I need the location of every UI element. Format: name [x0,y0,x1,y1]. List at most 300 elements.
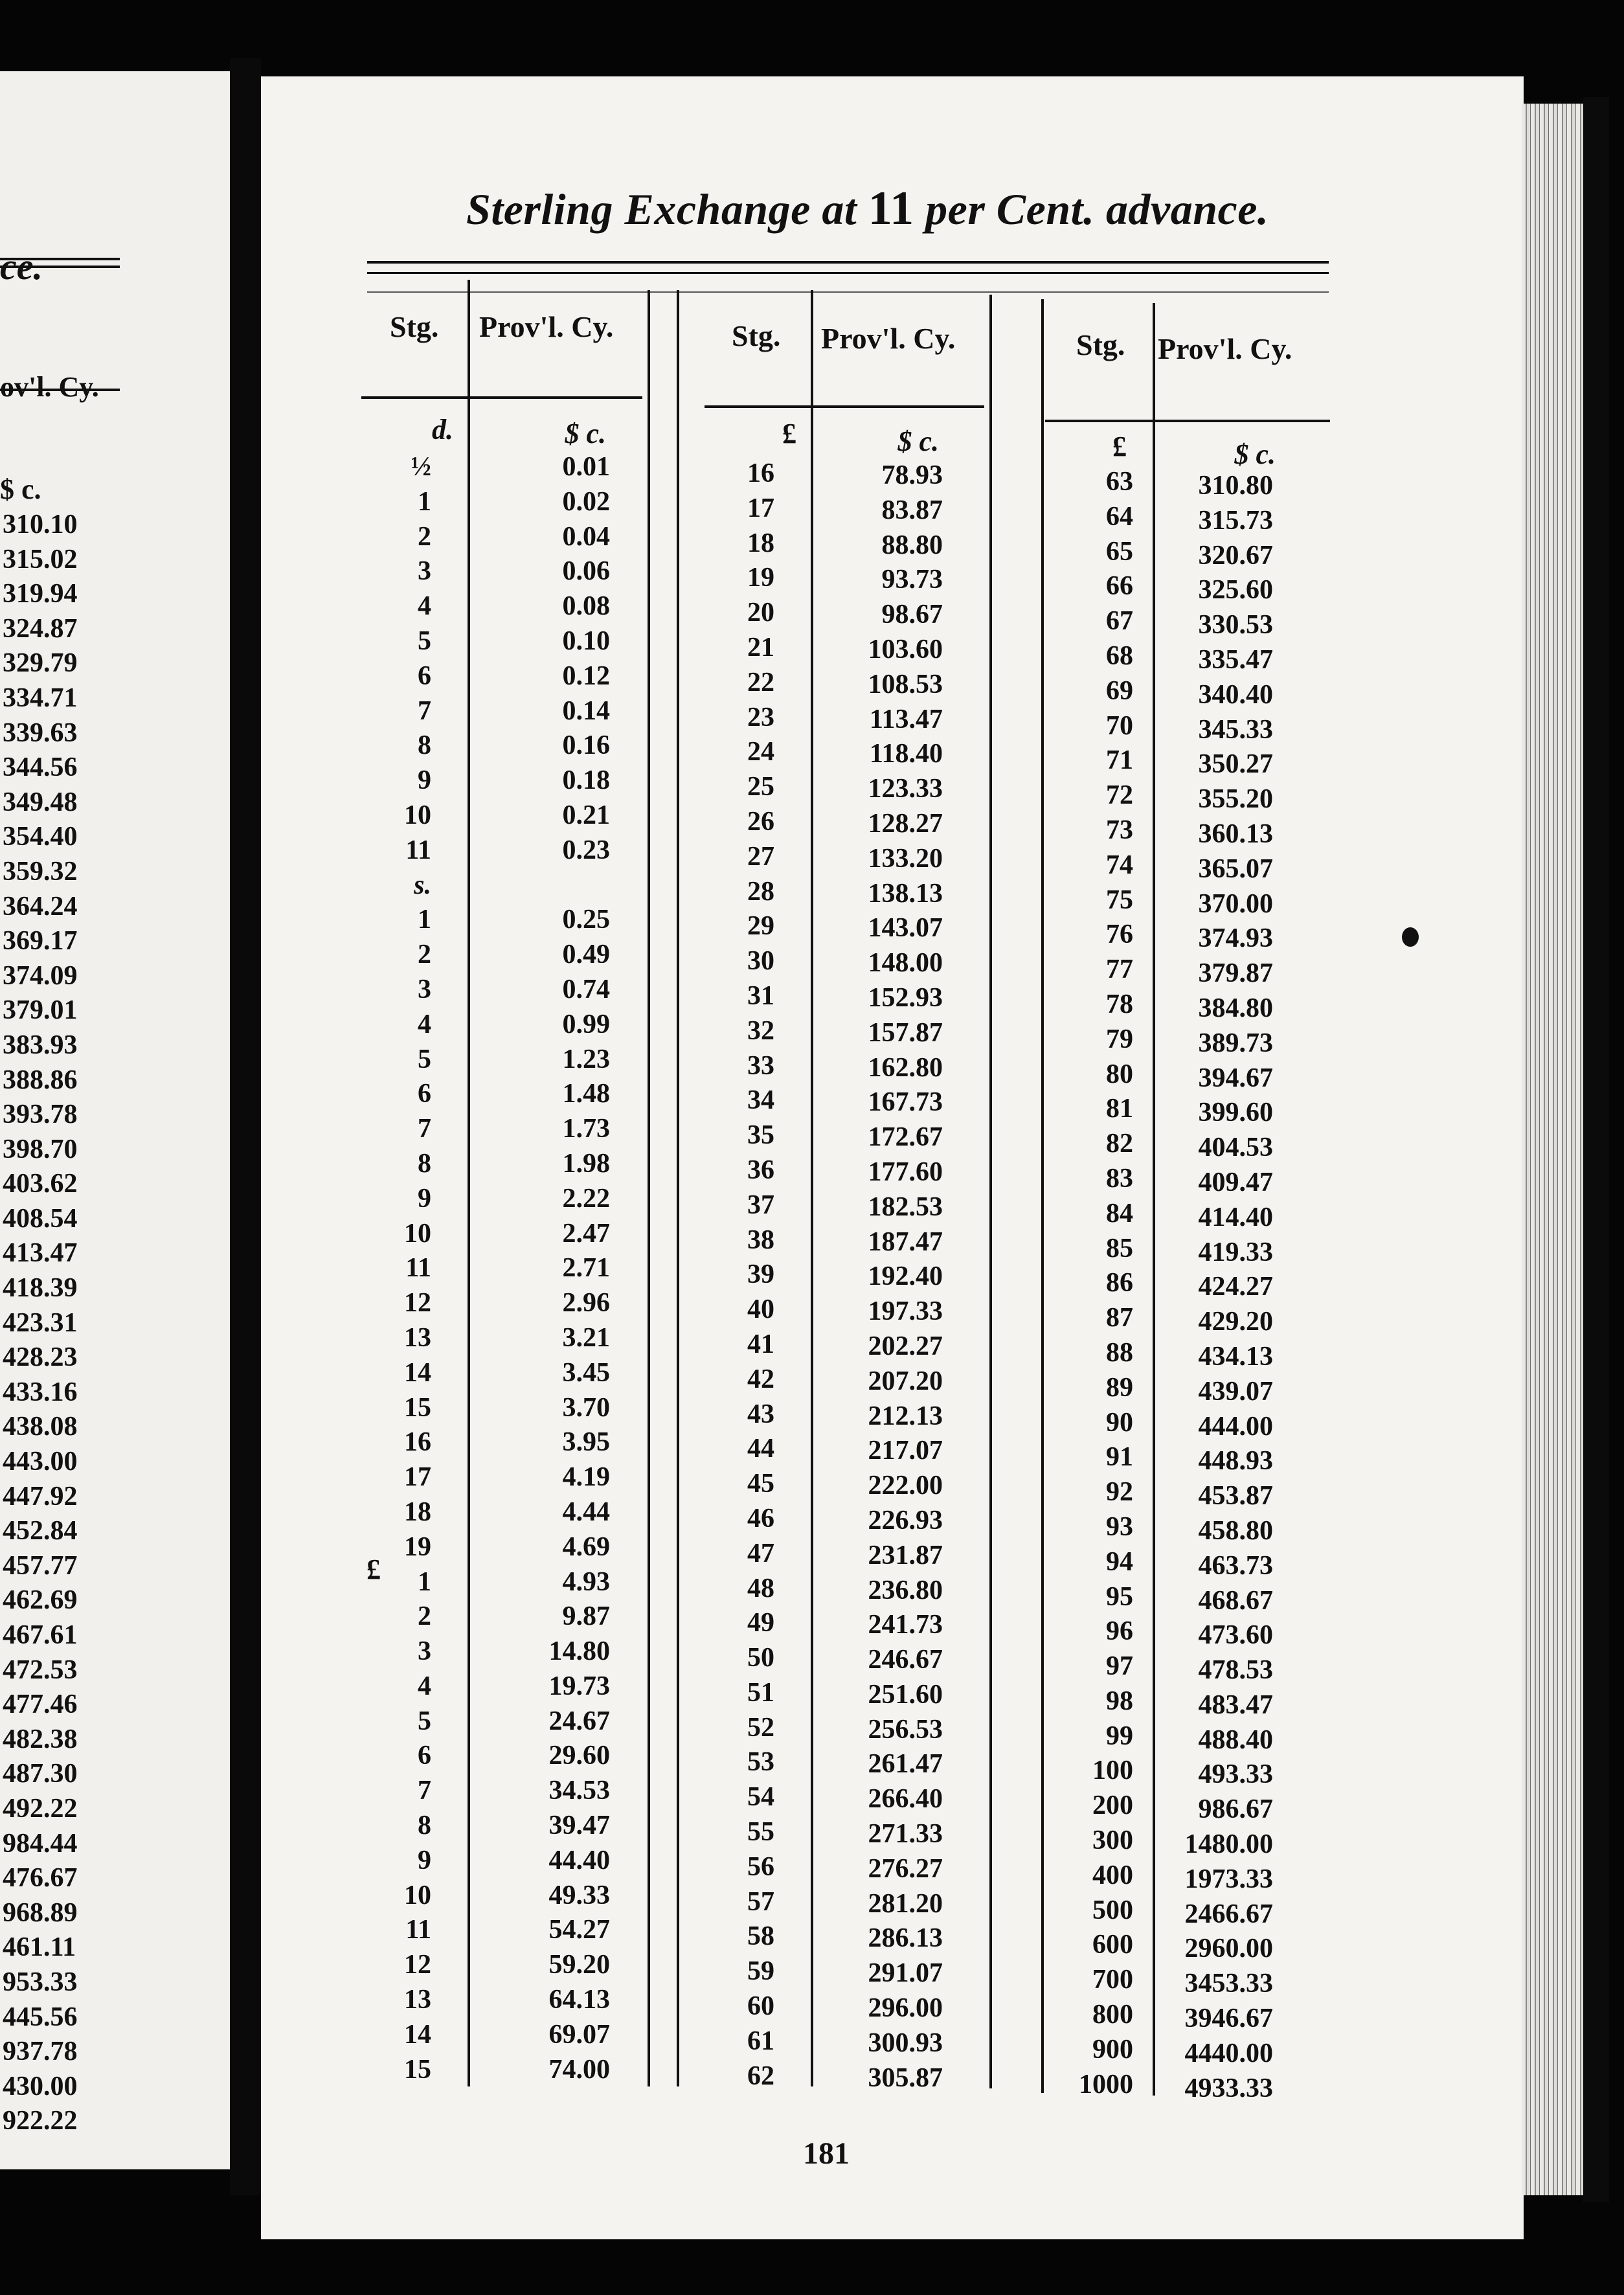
prov-cell: 2.22 [562,1183,610,1214]
stg-cell: 400 [1092,1860,1133,1890]
col3-val-unit: $ c. [1234,438,1276,470]
prov-cell: 473.60 [1198,1620,1273,1651]
prov-cell: 202.27 [868,1331,943,1361]
prov-cell: 4.19 [562,1462,610,1493]
stg-cell: 95 [1106,1581,1133,1612]
left-page-value-cell: 476.67 [3,1863,78,1894]
left-page-value-cell: 984.44 [3,1828,78,1859]
title-prefix: Sterling Exchange at [466,185,857,234]
prov-cell: 0.02 [562,486,610,517]
col2-prov-header: Prov'l. Cy. [821,322,956,355]
prov-cell: 172.67 [868,1122,943,1153]
stg-cell: 1 [418,1566,431,1597]
stg-cell: 54 [747,1782,774,1813]
stg-cell: 77 [1106,955,1133,985]
prov-cell: 439.07 [1198,1376,1273,1407]
stg-cell: 71 [1106,745,1133,776]
left-page-value-cell: 457.77 [3,1550,78,1581]
stg-cell: 20 [747,598,774,628]
prov-cell: 74.00 [548,2054,610,2085]
stg-cell: 64 [1106,501,1133,532]
page-number: 181 [803,2136,850,2171]
prov-cell: 64.13 [548,1985,610,2015]
pound-marker: £ [367,1554,381,1585]
prov-cell: 256.53 [868,1714,943,1745]
stg-cell: 63 [1106,467,1133,497]
stg-cell: 29 [747,911,774,942]
left-page-value-cell: 937.78 [3,2037,78,2067]
left-page-value-cell: 461.11 [3,1932,76,1963]
prov-cell: 4933.33 [1184,2073,1273,2103]
prov-cell: 399.60 [1198,1098,1273,1128]
stg-cell: 4 [418,591,431,622]
page-edges-shadow [1583,97,1609,2202]
stg-cell: 99 [1106,1721,1133,1751]
stg-cell: 5 [418,1044,431,1074]
prov-cell: 320.67 [1198,540,1273,571]
prov-cell: 468.67 [1198,1585,1273,1616]
stg-cell: 9 [418,1845,431,1875]
column-divider [811,290,813,2086]
prov-cell: 315.73 [1198,505,1273,536]
prov-cell: 330.53 [1198,610,1273,640]
stg-cell: 17 [404,1462,431,1493]
stg-cell: 26 [747,806,774,837]
prov-cell: 44.40 [548,1845,610,1875]
prov-cell: 483.47 [1198,1690,1273,1720]
stg-cell: 59 [747,1956,774,1987]
stg-cell: 52 [747,1712,774,1743]
left-page-value-cell: 462.69 [3,1585,78,1616]
stg-cell: 500 [1092,1895,1133,1925]
stg-cell: s. [414,870,431,900]
column-divider [1153,303,1155,2096]
title-percent: 11 [868,182,914,235]
stg-cell: 9 [418,1183,431,1214]
stg-cell: 10 [404,1218,431,1249]
stg-cell: 75 [1106,885,1133,915]
left-page-value-cell: 393.78 [3,1100,78,1130]
col3-stg-values [1030,465,1133,2102]
left-page-value-cell: 344.56 [3,752,78,783]
stg-cell: 300 [1092,1826,1133,1856]
stg-cell: 8 [418,1811,431,1841]
prov-cell: 1480.00 [1184,1829,1273,1860]
prov-cell: 88.80 [881,530,943,560]
left-page-value-cell: 433.16 [3,1377,78,1407]
prov-cell: 187.47 [868,1227,943,1257]
stg-cell: 94 [1106,1546,1133,1577]
stg-cell: 56 [747,1851,774,1882]
header-underline [361,396,642,399]
stg-cell: 58 [747,1921,774,1952]
col2-stg-values [712,457,774,2094]
prov-cell: 379.87 [1198,958,1273,989]
prov-cell: 370.00 [1198,888,1273,919]
stg-cell: 80 [1106,1059,1133,1089]
stg-cell: 65 [1106,536,1133,567]
stg-cell: 23 [747,702,774,732]
prov-cell: 0.14 [562,695,610,726]
stg-cell: 32 [747,1015,774,1046]
stg-cell: 47 [747,1538,774,1568]
col3-prov-header: Prov'l. Cy. [1158,332,1292,365]
prov-cell: 0.12 [562,661,610,691]
stg-cell: 24 [747,737,774,767]
page-edges [1522,104,1586,2195]
prov-cell: 0.23 [562,835,610,865]
prov-cell: 0.16 [562,730,610,761]
stg-cell: 2 [418,521,431,552]
prov-cell: 350.27 [1198,749,1273,780]
stg-cell: 85 [1106,1233,1133,1263]
prov-cell: 3453.33 [1184,1969,1273,1999]
left-page-value-cell: 315.02 [3,544,78,574]
left-page-value-cell: 319.94 [3,579,78,609]
prov-cell: 271.33 [868,1819,943,1849]
left-page-value-cell: 443.00 [3,1447,78,1477]
col1-stg-unit: d. [432,414,453,446]
stg-cell: 89 [1106,1372,1133,1403]
prov-cell: 0.10 [562,626,610,656]
col2-val-unit: $ c. [897,425,939,457]
stg-cell: 21 [747,632,774,662]
prov-cell: 389.73 [1198,1028,1273,1058]
prov-cell: 0.04 [562,521,610,552]
prov-cell: 207.20 [868,1366,943,1396]
stg-cell: 69 [1106,675,1133,706]
prov-cell: 103.60 [868,634,943,664]
prov-cell: 108.53 [868,669,943,699]
prov-cell: 2.71 [562,1253,610,1283]
left-page-value-cell: 447.92 [3,1481,78,1511]
left-page-value-cell: 339.63 [3,718,78,748]
stg-cell: 3 [418,974,431,1004]
stg-cell: 88 [1106,1337,1133,1368]
prov-cell: 49.33 [548,1880,610,1910]
prov-cell: 419.33 [1198,1237,1273,1267]
prov-cell: 148.00 [868,948,943,978]
column-divider [468,280,470,2086]
stg-cell: 200 [1092,1791,1133,1821]
prov-cell: 19.73 [548,1671,610,1701]
stg-cell: 92 [1106,1477,1133,1508]
prov-cell: 4440.00 [1184,2038,1273,2068]
prov-cell: 246.67 [868,1645,943,1675]
prov-cell: 118.40 [869,739,943,769]
left-page-value-cell: 418.39 [3,1273,78,1304]
prov-cell: 404.53 [1198,1133,1273,1163]
stg-cell: 2 [418,1601,431,1632]
prov-cell: 2.96 [562,1288,610,1318]
prov-cell: 14.80 [548,1636,610,1667]
prov-cell: 335.47 [1198,644,1273,675]
prov-cell: 39.47 [548,1811,610,1841]
stg-cell: 86 [1106,1268,1133,1298]
left-page-value-cell: 968.89 [3,1897,78,1928]
prov-cell [492,868,610,903]
prov-cell: 458.80 [1198,1515,1273,1546]
stg-cell: 33 [747,1050,774,1081]
col2-prov-values [822,458,943,2096]
left-page-value-cell: 953.33 [3,1967,78,1997]
stg-cell: 53 [747,1747,774,1778]
stg-cell: 25 [747,772,774,802]
col1-prov-values [492,450,610,2087]
stg-cell: 45 [747,1469,774,1499]
prov-cell: 157.87 [868,1017,943,1048]
stg-cell: 16 [404,1427,431,1458]
left-page-value-cell: 398.70 [3,1134,78,1164]
prov-cell: 212.13 [868,1401,943,1431]
stg-cell: 39 [747,1260,774,1290]
left-page-value-cell: 379.01 [3,995,78,1026]
left-page-value-cell: 482.38 [3,1724,78,1754]
left-page-value-cell: 354.40 [3,822,78,852]
prov-cell: 424.27 [1198,1272,1273,1302]
prov-cell: 1.98 [562,1148,610,1179]
header-underline [1045,420,1330,422]
column-divider [648,290,650,2086]
stg-cell: 43 [747,1399,774,1429]
prov-cell: 3.21 [562,1322,610,1353]
left-page-value-cell: 310.10 [3,510,78,539]
prov-cell: 192.40 [868,1261,943,1292]
prov-cell: 296.00 [868,1993,943,2024]
left-page-value-cell: 388.86 [3,1065,78,1095]
stg-cell: 48 [747,1573,774,1603]
stg-cell: 7 [418,1776,431,1806]
stg-cell: 68 [1106,640,1133,671]
left-page-value-cell: 364.24 [3,891,78,921]
prov-cell: 409.47 [1198,1167,1273,1197]
page-title [466,181,1269,236]
prov-cell: 113.47 [869,704,943,734]
left-page-rule [0,258,120,260]
stg-cell: 98 [1106,1686,1133,1716]
stg-cell: 46 [747,1503,774,1533]
stg-cell: 2 [418,940,431,970]
left-page-value-cell: 329.79 [3,648,78,679]
prov-cell: 488.40 [1198,1724,1273,1755]
col1-val-unit: $ c. [565,418,606,449]
prov-cell: 197.33 [868,1296,943,1327]
left-page-value-cell: 472.53 [3,1655,78,1685]
prov-cell: 360.13 [1198,819,1273,849]
prov-cell: 0.74 [562,974,610,1004]
stg-cell: 31 [747,980,774,1011]
stg-cell: 73 [1106,815,1133,845]
col1-stg-header: Stg. [390,310,439,343]
stg-cell: 11 [405,835,431,865]
left-page-header-rule [0,389,120,391]
column-divider [989,295,992,2088]
stg-cell: 19 [404,1532,431,1562]
stg-cell: 27 [747,841,774,872]
prov-cell: 384.80 [1198,993,1273,1023]
col2-stg-unit: £ [782,418,796,449]
stg-cell: 62 [747,2061,774,2091]
prov-cell: 291.07 [868,1958,943,1989]
stg-cell: 38 [747,1225,774,1255]
left-page-value-cell: 369.17 [3,926,78,956]
stg-cell: 79 [1106,1024,1133,1054]
stg-cell: 40 [747,1294,774,1325]
stg-cell: 1 [418,905,431,935]
stg-cell: 51 [747,1677,774,1708]
stg-cell: 60 [747,1991,774,2022]
prov-cell: 394.67 [1198,1063,1273,1093]
stg-cell: 84 [1106,1198,1133,1228]
left-page-value-cell: 430.00 [3,2071,78,2101]
prov-cell: 463.73 [1198,1550,1273,1581]
prov-cell: 1973.33 [1184,1864,1273,1894]
column-divider [677,290,679,2086]
prov-cell: 241.73 [868,1610,943,1640]
stg-cell: 18 [747,528,774,558]
prov-cell: 286.13 [868,1923,943,1954]
prov-cell: 365.07 [1198,854,1273,884]
stg-cell: 97 [1106,1651,1133,1682]
stg-cell: 14 [404,1357,431,1388]
col3-stg-header: Stg. [1076,328,1125,361]
col3-prov-values [1156,469,1273,2106]
stg-cell: 22 [747,667,774,697]
stg-cell: 74 [1106,850,1133,880]
prov-cell: 281.20 [868,1888,943,1919]
left-page-value-cell: 383.93 [3,1030,78,1060]
stg-cell: 3 [418,1636,431,1667]
prov-cell: 340.40 [1198,679,1273,710]
stg-cell: 100 [1092,1756,1133,1786]
prov-cell: 325.60 [1198,575,1273,605]
prov-cell: 152.93 [868,982,943,1013]
title-suffix: per Cent. advance. [925,185,1269,234]
stg-cell: 35 [747,1120,774,1151]
left-page-value-cell: 423.31 [3,1307,78,1338]
prov-cell: 182.53 [868,1192,943,1222]
stg-cell: 700 [1092,1965,1133,1995]
prov-cell: 0.01 [562,452,610,482]
col1-stg-values [389,450,431,2087]
prov-cell: 305.87 [868,2063,943,2093]
stg-cell: 19 [747,563,774,593]
left-page-value-cell: 477.46 [3,1690,78,1720]
stg-cell: 44 [747,1434,774,1464]
stg-cell: 61 [747,2026,774,2056]
prov-cell: 1.23 [562,1044,610,1074]
stg-cell: 800 [1092,2000,1133,2030]
stg-cell: 5 [418,1706,431,1736]
prov-cell: 226.93 [868,1505,943,1535]
prov-cell: 133.20 [868,843,943,874]
stg-cell: 6 [418,1741,431,1771]
col3-stg-unit: £ [1112,431,1127,462]
stg-cell: 7 [418,1114,431,1144]
stg-cell: 17 [747,493,774,523]
stg-cell: 12 [404,1950,431,1980]
left-page-value-cell: 403.62 [3,1169,78,1199]
stg-cell: 66 [1106,571,1133,602]
title-rule [367,272,1329,274]
stg-cell: 9 [418,765,431,796]
stg-cell: 55 [747,1817,774,1848]
prov-cell: 123.33 [868,774,943,804]
stg-cell: 13 [404,1985,431,2015]
prov-cell: 261.47 [868,1749,943,1780]
prov-cell: 374.93 [1198,923,1273,954]
left-page-value-cell: 922.22 [3,2106,78,2136]
prov-cell: 2960.00 [1184,1934,1273,1964]
prov-cell: 217.07 [868,1436,943,1466]
prov-cell: 434.13 [1198,1341,1273,1372]
stg-cell: 67 [1106,606,1133,637]
prov-cell: 24.67 [548,1706,610,1736]
stg-cell: 34 [747,1085,774,1116]
book-gutter [230,58,261,2195]
left-page-value-cell: 349.48 [3,787,78,817]
prov-cell: 0.06 [562,556,610,587]
prov-cell: 236.80 [868,1575,943,1605]
prov-cell: 93.73 [881,565,943,595]
stg-cell: 5 [418,626,431,656]
prov-cell: 177.60 [868,1157,943,1187]
prov-cell: 54.27 [548,1915,610,1945]
stg-cell: 50 [747,1643,774,1673]
left-page-value-cell: 408.54 [3,1203,78,1234]
prov-cell: 429.20 [1198,1307,1273,1337]
left-page-value-cell: 492.22 [3,1793,78,1824]
stg-cell: 87 [1106,1303,1133,1333]
prov-cell: 1.73 [562,1114,610,1144]
stg-cell: 15 [404,2054,431,2085]
prov-cell: 222.00 [868,1471,943,1501]
stg-cell: 6 [418,661,431,691]
stg-cell: 93 [1106,1511,1133,1542]
stg-cell: 3 [418,556,431,587]
stg-cell: 1 [418,486,431,517]
stg-cell: 13 [404,1322,431,1353]
prov-cell: 231.87 [868,1540,943,1570]
stg-cell: 12 [404,1288,431,1318]
prov-cell: 162.80 [868,1052,943,1083]
prov-cell: 986.67 [1198,1794,1273,1825]
prov-cell: 2.47 [562,1218,610,1249]
prov-cell: 444.00 [1198,1411,1273,1441]
stg-cell: 70 [1106,710,1133,741]
prov-cell: 0.25 [562,905,610,935]
left-page-value-cell: 467.61 [3,1620,78,1650]
prov-cell: 276.27 [868,1853,943,1884]
stg-cell: 14 [404,2019,431,2050]
title-rule [367,261,1329,264]
stg-cell: 37 [747,1190,774,1220]
stg-cell: 41 [747,1329,774,1359]
prov-cell: 98.67 [881,600,943,630]
stg-cell: 42 [747,1364,774,1394]
stg-cell: 16 [747,458,774,488]
prov-cell: 0.49 [562,940,610,970]
stg-cell: 30 [747,946,774,977]
left-page-value-cell: 445.56 [3,2002,78,2032]
col2-stg-header: Stg. [732,319,781,352]
prov-cell: 300.93 [868,2028,943,2058]
stg-cell: 81 [1106,1094,1133,1124]
stg-cell: 28 [747,876,774,907]
stg-cell: 10 [404,1880,431,1910]
prov-cell: 9.87 [562,1601,610,1632]
stg-cell: 90 [1106,1407,1133,1438]
